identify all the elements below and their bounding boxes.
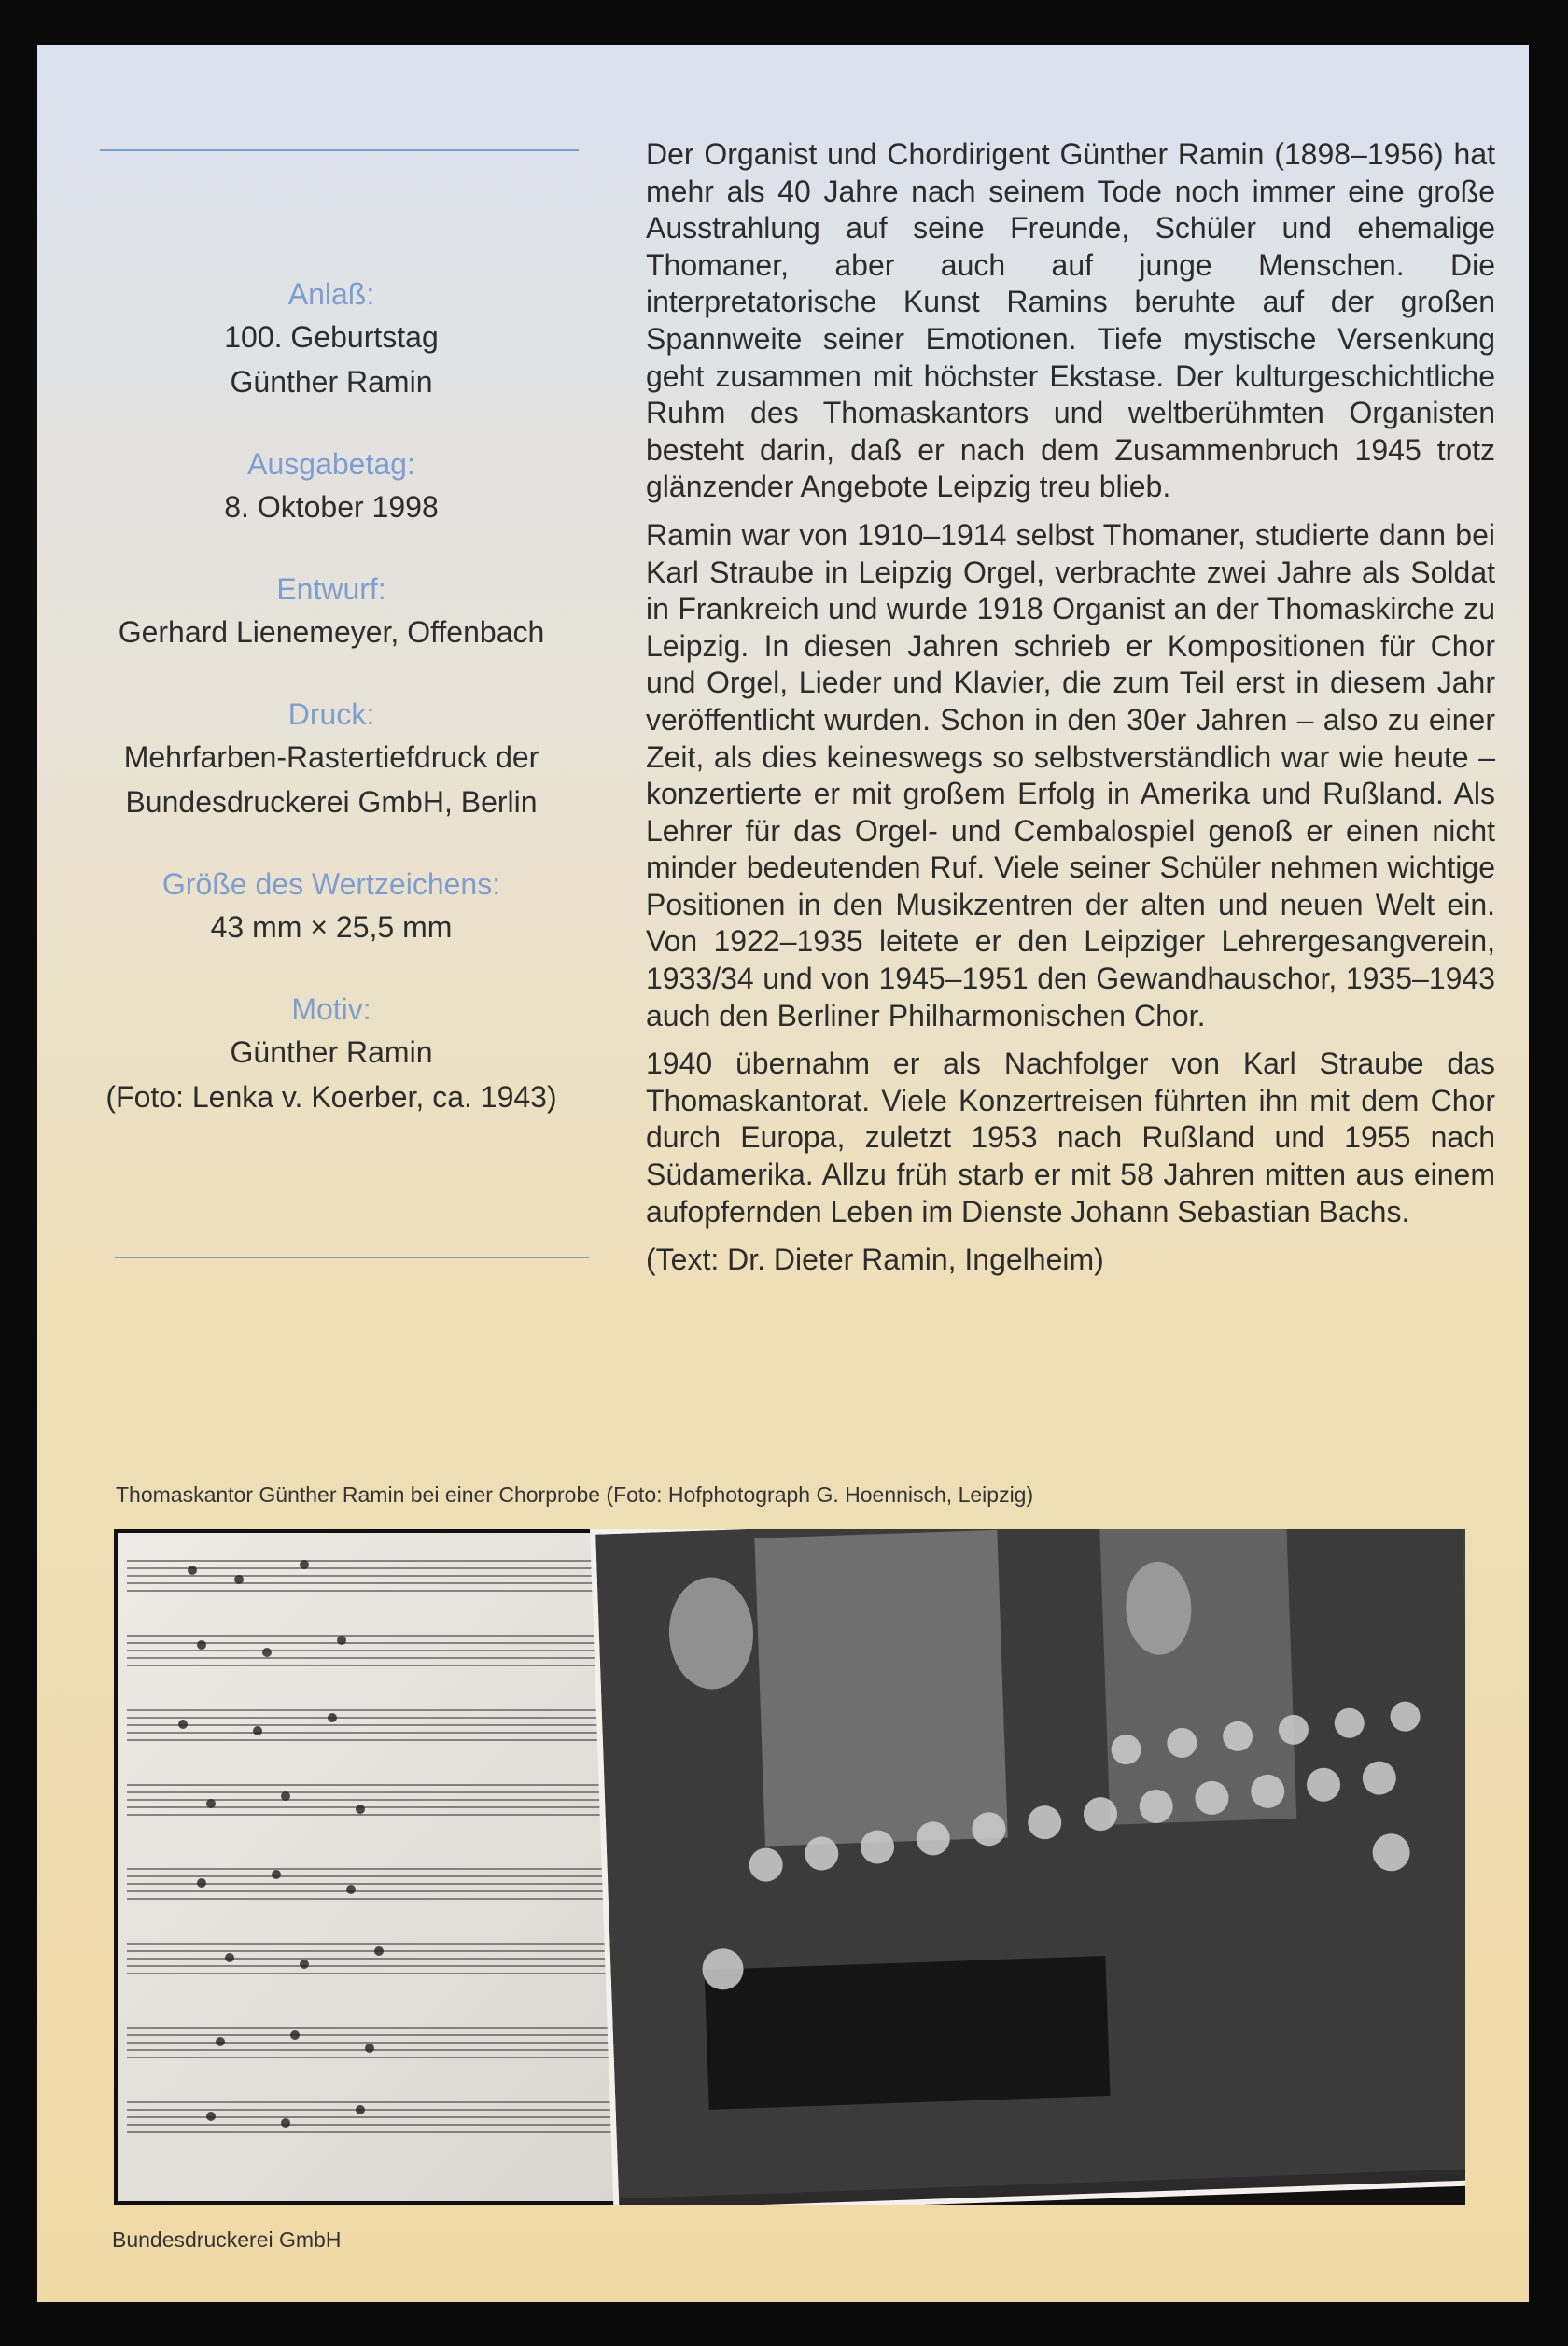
detail-value: 43 mm × 25,5 mm	[210, 910, 453, 944]
detail-label: Motiv:	[291, 992, 371, 1026]
stamp-details-sidebar	[98, 274, 565, 1159]
detail-label: Druck:	[287, 697, 375, 731]
text-credit: (Text: Dr. Dieter Ramin, Ingelheim)	[646, 1243, 1104, 1277]
detail-print	[98, 694, 565, 824]
top-divider	[100, 149, 579, 151]
detail-value: (Foto: Lenka v. Koerber, ca. 1943)	[105, 1080, 557, 1114]
detail-label: Entwurf:	[276, 572, 386, 606]
detail-value: 100. Geburtstag	[224, 320, 439, 354]
choir-scene	[595, 1529, 1465, 2198]
biography-text	[646, 136, 1495, 1290]
publisher-footer: Bundesdruckerei GmbH	[112, 2227, 342, 2252]
detail-value: Bundesdruckerei GmbH, Berlin	[125, 785, 538, 819]
detail-label: Größe des Wertzeichens:	[161, 867, 501, 901]
paragraph: 1940 übernahm er als Nachfolger von Karl Straube das Thomaskantorat. Viele Konzertreisen führten ihn mit dem Chor durch Europa, zuletzt 1953 nach Rußland und 1955 nach Südamerika. Allzu früh starb er mit 58 Jahren mitten aus einem aufopfernden Leben im Dienste Johann Sebastian Bachs.	[646, 1047, 1495, 1229]
detail-label: Ausgabetag:	[247, 447, 415, 481]
detail-motif	[98, 989, 565, 1119]
stamp-info-sheet	[37, 45, 1529, 2302]
photo-collage	[114, 1529, 1465, 2205]
detail-value: Günther Ramin	[230, 365, 433, 399]
bottom-divider	[115, 1257, 589, 1258]
detail-value: Gerhard Lienemeyer, Offenbach	[118, 615, 545, 649]
detail-issue-date	[98, 443, 565, 529]
detail-value: Günther Ramin	[230, 1035, 433, 1069]
paragraph: Der Organist und Chordirigent Günther Ramin (1898–1956) hat mehr als 40 Jahre nach seinem Tode noch immer eine große Ausstrahlung auf seine Freunde, Schüler und ehemalige Thomaner, aber auch auf junge Menschen. Die interpretatorische Kunst Ramins beruhte auf der großen Spannweite seiner Emotionen. Tiefe mystische Versenkung geht zusammen mit höchster Ekstase. Der kulturgeschichtliche Ruhm des Thomaskantors und weltberühmten Organisten besteht darin, daß er nach dem Zusammenbruch 1945 trotz glänzender Angebote Leipzig treu blieb.	[646, 137, 1495, 504]
choir-rehearsal-photo	[590, 1529, 1465, 2205]
detail-value: 8. Oktober 1998	[224, 490, 439, 524]
detail-size	[98, 864, 565, 949]
detail-label: Anlaß:	[287, 277, 375, 311]
paragraph: Ramin war von 1910–1914 selbst Thomaner, studierte dann bei Karl Straube in Leipzig Orgel, verbrachte zwei Jahre als Soldat in Frankreich und wurde 1918 Organist an der Thomaskirche zu Leipzig. In diesen Jahren schrieb er Kompositionen für Chor und Orgel, Lieder und Klavier, die zum Teil erst in diesem Jahr veröffentlicht wurden. Schon in den 30er Jahren – also zu einer Zeit, als dies keineswegs so selbstverständlich war wie heute – konzertierte er mit großem Erfolg in Amerika und Rußland. Als Lehrer für das Orgel- und Cembalospiel genoß er einen nicht minder bedeutenden Ruf. Viele seiner Schüler nehmen wichtige Positionen in den Musikzentren der alten und neuen Welt ein. Von 1922–1935 leitete er den Leipziger Lehrergesangverein, 1933/34 und von 1945–1951 den Gewandhauschor, 1935–1943 auch den Berliner Philharmonischen Chor.	[646, 517, 1495, 1033]
detail-design	[98, 569, 565, 654]
detail-value: Mehrfarben-Rastertiefdruck der	[123, 740, 539, 774]
detail-occasion	[98, 274, 565, 404]
photo-caption: Thomaskantor Günther Ramin bei einer Chorprobe (Foto: Hofphotograph G. Hoennisch, Leipzig)	[116, 1482, 1034, 1507]
